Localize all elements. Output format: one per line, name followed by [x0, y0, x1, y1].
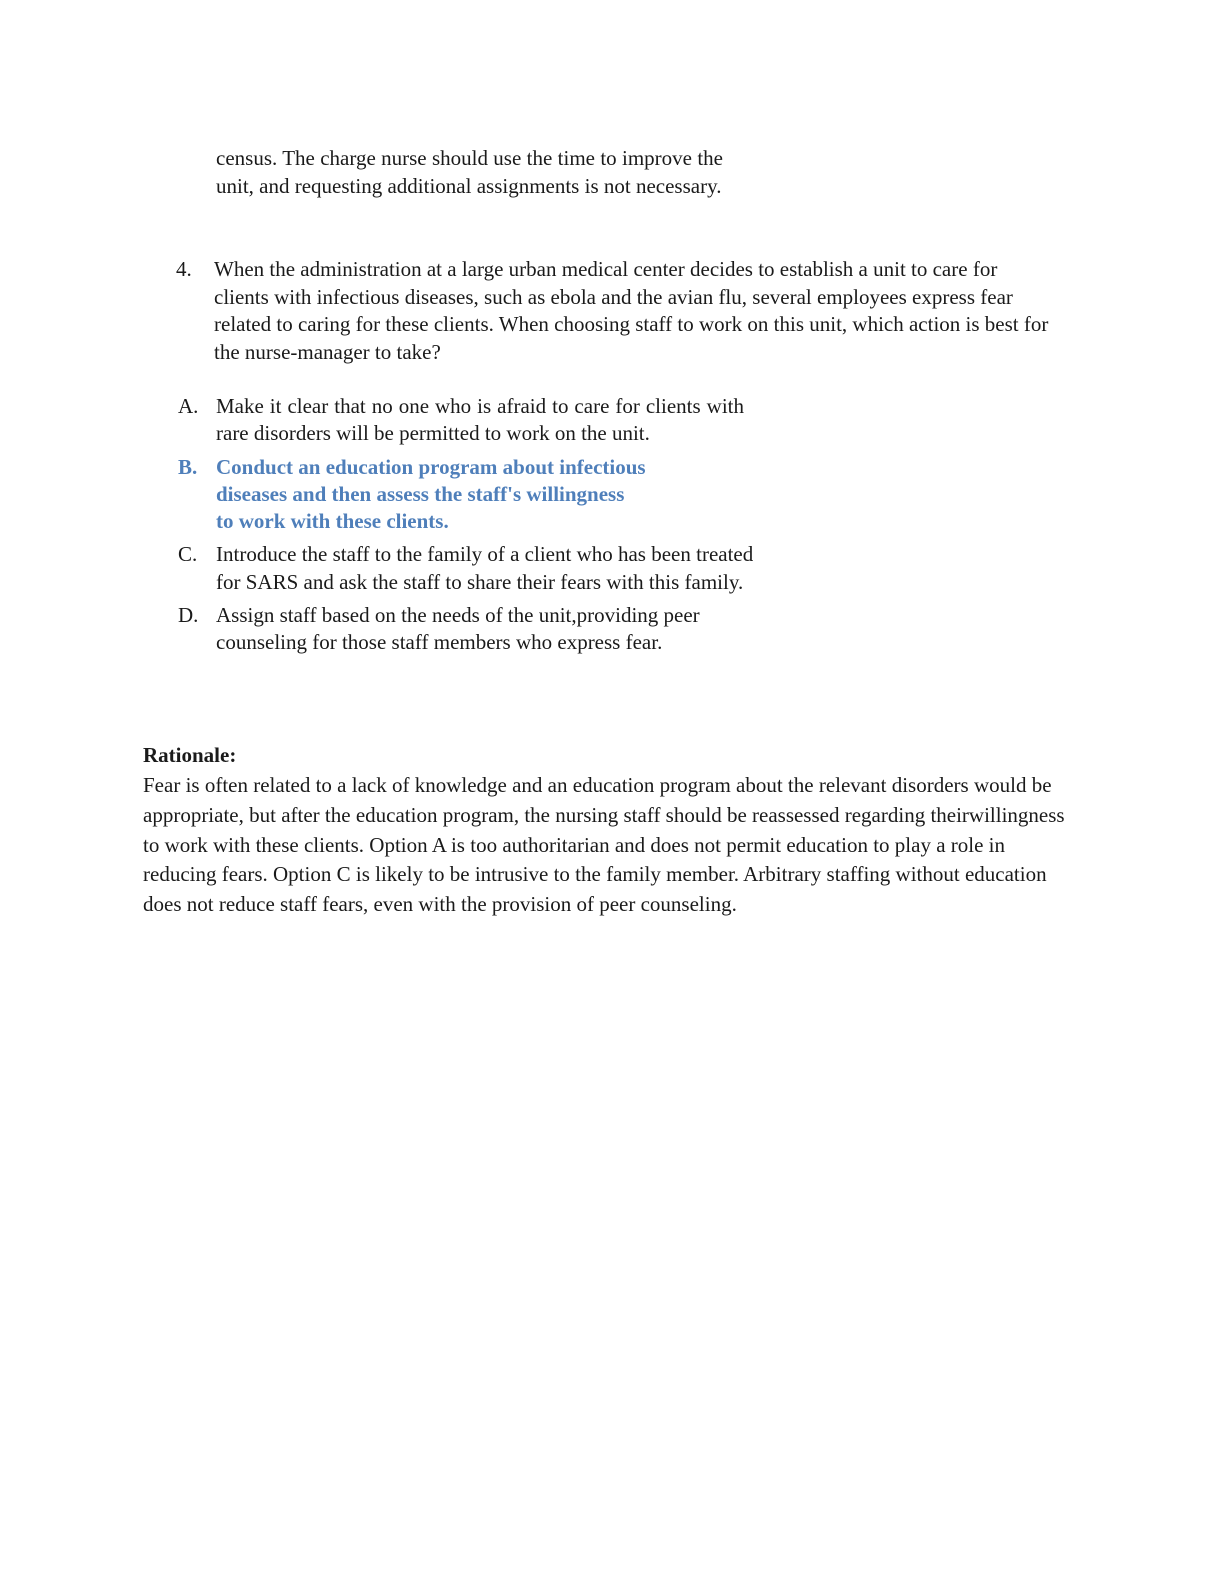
option-letter: C. [178, 542, 198, 567]
answer-options [178, 393, 778, 663]
option-d [178, 602, 778, 657]
question-number: 4. [176, 257, 192, 281]
option-a [178, 393, 778, 448]
option-letter: B. [178, 454, 198, 479]
option-c [178, 541, 778, 596]
question-stem: When the administration at a large urban medical center decides to establish a unit to care for clients with infectious diseases, such as ebola and the avian flu, several employees express fear related to caring for these clients. When choosing staff to work on this unit, which action is best for the nurse-manager to take? [214, 257, 1049, 365]
question-4 [176, 256, 1056, 367]
option-text: Assign staff based on the needs of the unit,providing peer counseling for those staff members who express fear. [216, 603, 700, 655]
option-text: Introduce the staff to the family of a client who has been treated for SARS and ask the staff to share their fears with this family. [216, 542, 754, 594]
option-letter: A. [178, 394, 199, 418]
previous-rationale-continuation: census. The charge nurse should use the time to improve the unit, and requesting additional assignments is not necessary. [216, 146, 723, 198]
option-text: Make it clear that no one who is afraid to care for clients with rare disorders will be permitted to work on the unit. [216, 394, 744, 446]
rationale-heading: Rationale: [143, 743, 237, 767]
option-letter: D. [178, 603, 199, 628]
rationale-text: Fear is often related to a lack of knowledge and an education program about the relevant disorders would be appropriate, but after the education program, the nursing staff should be reassessed regarding theirwillingness to work with these clients. Option A is too authoritarian and does not permit education to play a role in reducing fears. Option C is likely to be intrusive to the family member. Arbitrary staffing without education does not reduce staff fears, even with the provision of peer counseling. [143, 773, 1065, 917]
option-b-correct-answer [178, 454, 778, 536]
option-text: Conduct an education program about infectious diseases and then assess the staff's willingness to work with these clients. [216, 454, 646, 534]
